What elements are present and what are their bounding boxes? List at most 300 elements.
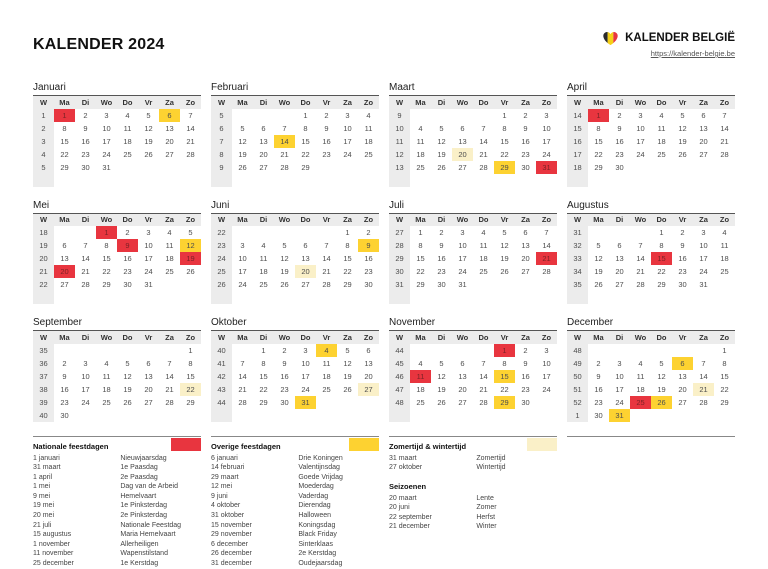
day-header: Ma [588, 331, 609, 344]
day-cell: 11 [479, 241, 488, 250]
day-cell: 7 [722, 110, 727, 120]
week-number: 20 [33, 252, 54, 265]
legend-item-label: 2e Pinksterdag [120, 512, 168, 520]
day-cell: 6 [701, 110, 706, 120]
legend-item-label: Maria Hemelvaart [120, 531, 176, 539]
day-header: Do [117, 96, 138, 109]
day-cell: 28 [720, 149, 729, 159]
day-cell: 8 [62, 123, 67, 133]
day-cell: 4 [104, 358, 109, 368]
day-cell: 12 [594, 254, 603, 263]
month-title: Januari [33, 82, 66, 93]
day-cell: 2 [125, 228, 130, 237]
day-cell [180, 409, 201, 422]
day-cell: 6 [159, 109, 180, 122]
day-cell [138, 291, 159, 304]
week-number: 37 [33, 370, 54, 383]
day-header: Ma [232, 331, 253, 344]
day-cell: 22 [301, 149, 310, 159]
day-cell: 11 [410, 370, 431, 383]
legend-item [211, 530, 379, 540]
day-cell [180, 174, 201, 187]
day-cell: 15 [500, 136, 509, 146]
week-number: 5 [211, 109, 232, 122]
day-header: Vr [672, 213, 693, 226]
legend-item-date: 20 juni [389, 504, 410, 512]
day-header: Di [253, 331, 274, 344]
day-cell: 2 [62, 358, 67, 368]
legend-item-date: 31 oktober [211, 512, 245, 520]
day-cell: 25 [657, 149, 666, 159]
day-cell: 6 [366, 345, 371, 355]
day-cell: 11 [636, 371, 645, 381]
day-cell: 3 [83, 358, 88, 368]
day-header: Vr [138, 96, 159, 109]
day-cell: 13 [521, 241, 530, 250]
week-number [211, 291, 232, 304]
day-cell: 14 [699, 371, 708, 381]
day-cell [431, 344, 452, 357]
day-cell: 18 [259, 267, 268, 276]
legend-item [389, 503, 557, 513]
day-cell: 16 [60, 384, 69, 394]
day-cell [54, 226, 75, 239]
day-header: Do [473, 331, 494, 344]
day-cell: 20 [521, 254, 530, 263]
day-cell: 10 [542, 358, 551, 368]
day-cell: 20 [678, 384, 687, 394]
day-cell: 19 [437, 384, 446, 394]
legend-item [211, 454, 379, 464]
day-cell: 16 [364, 254, 373, 263]
day-header: Di [431, 331, 452, 344]
day-header: Zo [714, 213, 735, 226]
day-cell [337, 174, 358, 187]
day-header: Do [295, 331, 316, 344]
day-cell: 9 [117, 239, 138, 252]
day-cell: 26 [144, 149, 153, 159]
legend-item-label: Wapenstilstand [120, 550, 168, 558]
day-cell [536, 174, 557, 187]
day-header: Do [295, 96, 316, 109]
day-cell: 7 [324, 241, 329, 250]
legend-subtitle: Seizoenen [389, 481, 427, 491]
legend-item-label: Nationale Feestdag [120, 521, 182, 529]
day-cell: 24 [636, 149, 645, 159]
day-cell: 15 [720, 371, 729, 381]
day-cell: 25 [259, 280, 268, 289]
day-cell [452, 109, 473, 122]
day-cell: 2 [366, 228, 371, 237]
day-cell [96, 291, 117, 304]
week-number: 6 [211, 122, 232, 135]
day-cell: 5 [146, 110, 151, 120]
day-cell [274, 226, 295, 239]
website-link[interactable]: https://kalender-belgie.be [650, 49, 735, 58]
day-cell: 17 [301, 371, 310, 381]
day-cell [651, 174, 672, 187]
day-cell: 1 [588, 109, 609, 122]
month-september [33, 317, 201, 422]
legend-item-date: 1 november [33, 540, 70, 548]
day-cell: 25 [322, 384, 331, 394]
day-cell: 11 [123, 123, 132, 133]
day-cell: 10 [81, 371, 90, 381]
day-header: Do [473, 213, 494, 226]
day-header: Di [609, 213, 630, 226]
day-cell: 10 [102, 123, 111, 133]
legend-item [33, 454, 201, 464]
week-number: 2 [33, 122, 54, 135]
day-cell: 4 [125, 110, 130, 120]
header [33, 30, 735, 70]
day-cell: 31 [144, 280, 153, 289]
legend-item-label: Dierendag [298, 502, 331, 510]
day-cell: 13 [458, 136, 467, 146]
legend-item-date: 1 april [33, 473, 53, 481]
week-number: 51 [567, 383, 588, 396]
day-cell: 18 [416, 384, 425, 394]
week-number: 1 [33, 109, 54, 122]
day-cell: 20 [452, 148, 473, 161]
day-header: Di [75, 96, 96, 109]
legend-item [33, 540, 201, 550]
day-cell [358, 291, 379, 304]
legend-item-date: 15 augustus [33, 531, 72, 539]
legend-item [389, 494, 557, 504]
day-cell [431, 291, 452, 304]
day-cell: 16 [280, 371, 289, 381]
day-cell: 13 [301, 254, 310, 263]
day-cell: 10 [301, 358, 310, 368]
legend-item-label: Black Friday [298, 531, 337, 539]
day-cell: 12 [437, 136, 446, 146]
legend-item-label: Vaderdag [298, 492, 329, 500]
day-cell: 31 [102, 162, 111, 172]
day-cell [117, 291, 138, 304]
legend-item-date: 14 februari [211, 464, 245, 472]
day-cell [431, 174, 452, 187]
day-cell: 10 [542, 123, 551, 133]
day-cell: 3 [303, 345, 308, 355]
day-cell: 1 [494, 344, 515, 357]
legend-item-label: Allerheiligen [120, 540, 159, 548]
day-cell: 17 [102, 136, 111, 146]
day-cell: 21 [479, 384, 488, 394]
day-cell: 17 [343, 136, 352, 146]
day-header: Zo [536, 331, 557, 344]
day-cell: 2 [439, 228, 444, 237]
week-number: 42 [211, 370, 232, 383]
day-cell [630, 409, 651, 422]
day-cell [410, 291, 431, 304]
day-cell: 7 [188, 110, 193, 120]
day-cell: 6 [460, 358, 465, 368]
day-header: Di [75, 331, 96, 344]
legend-item-label: Lente [476, 494, 494, 502]
day-cell: 27 [358, 383, 379, 396]
day-cell: 17 [144, 254, 153, 263]
day-cell: 3 [638, 110, 643, 120]
legend-item [389, 522, 557, 532]
legend-item-label: Goede Vrijdag [298, 473, 343, 481]
day-cell: 1 [54, 109, 75, 122]
day-cell: 1 [303, 110, 308, 120]
day-cell: 19 [238, 149, 247, 159]
day-cell [494, 278, 515, 291]
day-cell: 14 [479, 371, 488, 381]
day-header: Zo [180, 96, 201, 109]
day-cell: 26 [238, 162, 247, 172]
day-cell: 23 [521, 149, 530, 159]
month-title: December [567, 317, 614, 328]
day-cell: 4 [481, 228, 486, 237]
day-header: Zo [358, 331, 379, 344]
legend-item [33, 521, 201, 531]
month-mei [33, 200, 201, 305]
week-number: 41 [211, 357, 232, 370]
day-cell: 29 [657, 280, 666, 289]
day-cell: 27 [301, 280, 310, 289]
day-cell: 27 [699, 149, 708, 159]
day-header: Ma [54, 96, 75, 109]
day-header: Do [651, 331, 672, 344]
day-cell [54, 291, 75, 304]
week-number: 48 [389, 396, 410, 409]
day-header: Di [609, 331, 630, 344]
week-number: 31 [567, 226, 588, 239]
day-cell [672, 174, 693, 187]
day-cell: 22 [60, 149, 69, 159]
day-header: Do [295, 213, 316, 226]
day-cell [232, 291, 253, 304]
day-cell: 24 [615, 397, 624, 407]
day-cell: 12 [280, 254, 289, 263]
day-cell: 31 [295, 396, 316, 409]
week-number: 24 [211, 252, 232, 265]
day-cell: 1 [261, 345, 266, 355]
day-cell: 10 [458, 241, 467, 250]
day-cell: 12 [500, 241, 509, 250]
day-header: Za [337, 96, 358, 109]
day-header: Vr [672, 96, 693, 109]
day-cell [410, 409, 431, 422]
day-cell: 28 [81, 280, 90, 289]
day-cell: 5 [345, 345, 350, 355]
week-number: 15 [567, 122, 588, 135]
day-cell: 14 [238, 371, 247, 381]
day-cell: 23 [123, 267, 132, 276]
day-cell: 8 [722, 358, 727, 368]
legend-item-date: 29 maart [211, 473, 239, 481]
day-cell: 4 [366, 110, 371, 120]
day-cell: 29 [301, 162, 310, 172]
day-cell: 27 [458, 397, 467, 407]
day-cell: 25 [123, 149, 132, 159]
legend-item-date: 20 mei [33, 512, 55, 520]
day-cell [515, 278, 536, 291]
day-header: Wo [274, 96, 295, 109]
week-number [389, 174, 410, 187]
day-cell: 7 [638, 241, 643, 250]
day-header: Di [75, 213, 96, 226]
legend-title: Nationale feestdagen [33, 441, 109, 451]
legend-item-date: 31 maart [33, 464, 61, 472]
day-cell: 17 [458, 254, 467, 263]
day-cell [96, 174, 117, 187]
week-number [567, 174, 588, 187]
day-cell: 8 [659, 241, 664, 250]
day-cell: 22 [259, 384, 268, 394]
day-cell: 13 [615, 254, 624, 263]
week-number: 3 [33, 135, 54, 148]
day-cell: 7 [481, 358, 486, 368]
day-cell: 17 [81, 384, 90, 394]
legend-item-label: Herfst [476, 513, 496, 521]
day-cell: 28 [479, 162, 488, 172]
week-number: 30 [389, 265, 410, 278]
day-cell: 16 [521, 136, 530, 146]
day-cell [138, 161, 159, 174]
day-cell [473, 278, 494, 291]
day-cell: 7 [167, 358, 172, 368]
day-cell: 11 [720, 241, 729, 250]
day-cell: 28 [699, 397, 708, 407]
legend-title: Zomertijd & wintertijd [389, 441, 467, 451]
legend-item [211, 482, 379, 492]
day-header: W [211, 331, 232, 344]
day-cell: 25 [630, 396, 651, 409]
day-cell: 19 [657, 384, 666, 394]
month-oktober [211, 317, 379, 422]
day-cell: 6 [261, 123, 266, 133]
day-cell [431, 109, 452, 122]
day-cell: 21 [186, 136, 195, 146]
day-cell: 9 [83, 123, 88, 133]
month-november [389, 317, 557, 422]
day-header: Za [693, 96, 714, 109]
day-cell: 4 [638, 358, 643, 368]
day-header: Di [609, 96, 630, 109]
day-cell: 3 [701, 228, 706, 237]
day-cell [473, 409, 494, 422]
day-header: Wo [274, 331, 295, 344]
legend [33, 436, 735, 569]
day-cell: 1 [345, 228, 350, 237]
day-header: Ma [410, 331, 431, 344]
day-cell [588, 344, 609, 357]
day-cell: 4 [722, 228, 727, 237]
legend-column [33, 436, 201, 569]
day-header: Zo [714, 331, 735, 344]
day-header: Di [253, 96, 274, 109]
day-cell: 3 [146, 228, 151, 237]
legend-item-label: 2e Paasdag [120, 473, 158, 481]
day-cell: 20 [699, 136, 708, 146]
day-cell [630, 174, 651, 187]
week-number: 26 [211, 278, 232, 291]
day-cell: 12 [437, 371, 446, 381]
week-number: 35 [567, 278, 588, 291]
legend-item [389, 513, 557, 523]
day-cell [588, 226, 609, 239]
day-cell [96, 344, 117, 357]
day-cell [431, 409, 452, 422]
day-cell [295, 174, 316, 187]
legend-item-label: Valentijnsdag [298, 464, 340, 472]
day-cell [75, 344, 96, 357]
day-cell: 7 [544, 228, 549, 237]
week-number: 23 [211, 239, 232, 252]
day-cell: 26 [500, 267, 509, 276]
day-cell: 25 [479, 267, 488, 276]
legend-item-date: 12 mei [211, 483, 233, 491]
day-cell [588, 291, 609, 304]
day-cell: 30 [594, 410, 603, 420]
week-number: 7 [211, 135, 232, 148]
day-cell: 28 [186, 149, 195, 159]
day-cell: 26 [437, 162, 446, 172]
week-number: 33 [567, 252, 588, 265]
week-number: 9 [211, 161, 232, 174]
day-cell: 8 [188, 358, 193, 368]
day-cell [253, 174, 274, 187]
day-cell [295, 409, 316, 422]
legend-title: Overige feestdagen [211, 441, 281, 451]
day-cell: 23 [615, 149, 624, 159]
day-cell: 11 [416, 136, 425, 146]
day-header: Ma [588, 213, 609, 226]
day-cell: 2 [324, 110, 329, 120]
week-number: 52 [567, 396, 588, 409]
day-header: W [389, 331, 410, 344]
week-number: 13 [389, 161, 410, 174]
day-header: Do [651, 96, 672, 109]
day-header: Ma [588, 96, 609, 109]
month-januari [33, 82, 201, 187]
day-cell [232, 409, 253, 422]
day-cell: 17 [636, 136, 645, 146]
day-cell: 24 [458, 267, 467, 276]
day-cell: 11 [364, 123, 373, 133]
day-cell [693, 409, 714, 422]
day-cell: 29 [720, 397, 729, 407]
week-number: 28 [389, 239, 410, 252]
day-cell [274, 109, 295, 122]
day-cell [316, 226, 337, 239]
week-number: 32 [567, 239, 588, 252]
day-cell [295, 291, 316, 304]
legend-item-label: Drie Koningen [298, 454, 343, 462]
day-cell: 6 [460, 123, 465, 133]
day-cell: 12 [657, 371, 666, 381]
day-cell: 5 [439, 358, 444, 368]
day-cell: 20 [144, 384, 153, 394]
week-number: 25 [211, 265, 232, 278]
day-cell: 30 [123, 280, 132, 289]
day-cell [651, 344, 672, 357]
week-number: 21 [33, 265, 54, 278]
day-cell: 17 [615, 384, 624, 394]
day-header: Vr [138, 213, 159, 226]
day-cell: 28 [322, 280, 331, 289]
day-cell: 29 [494, 396, 515, 409]
day-cell: 1 [659, 228, 664, 237]
week-number: 18 [567, 161, 588, 174]
legend-item-date: 20 maart [389, 494, 417, 502]
day-cell: 13 [144, 371, 153, 381]
day-header: Zo [358, 96, 379, 109]
